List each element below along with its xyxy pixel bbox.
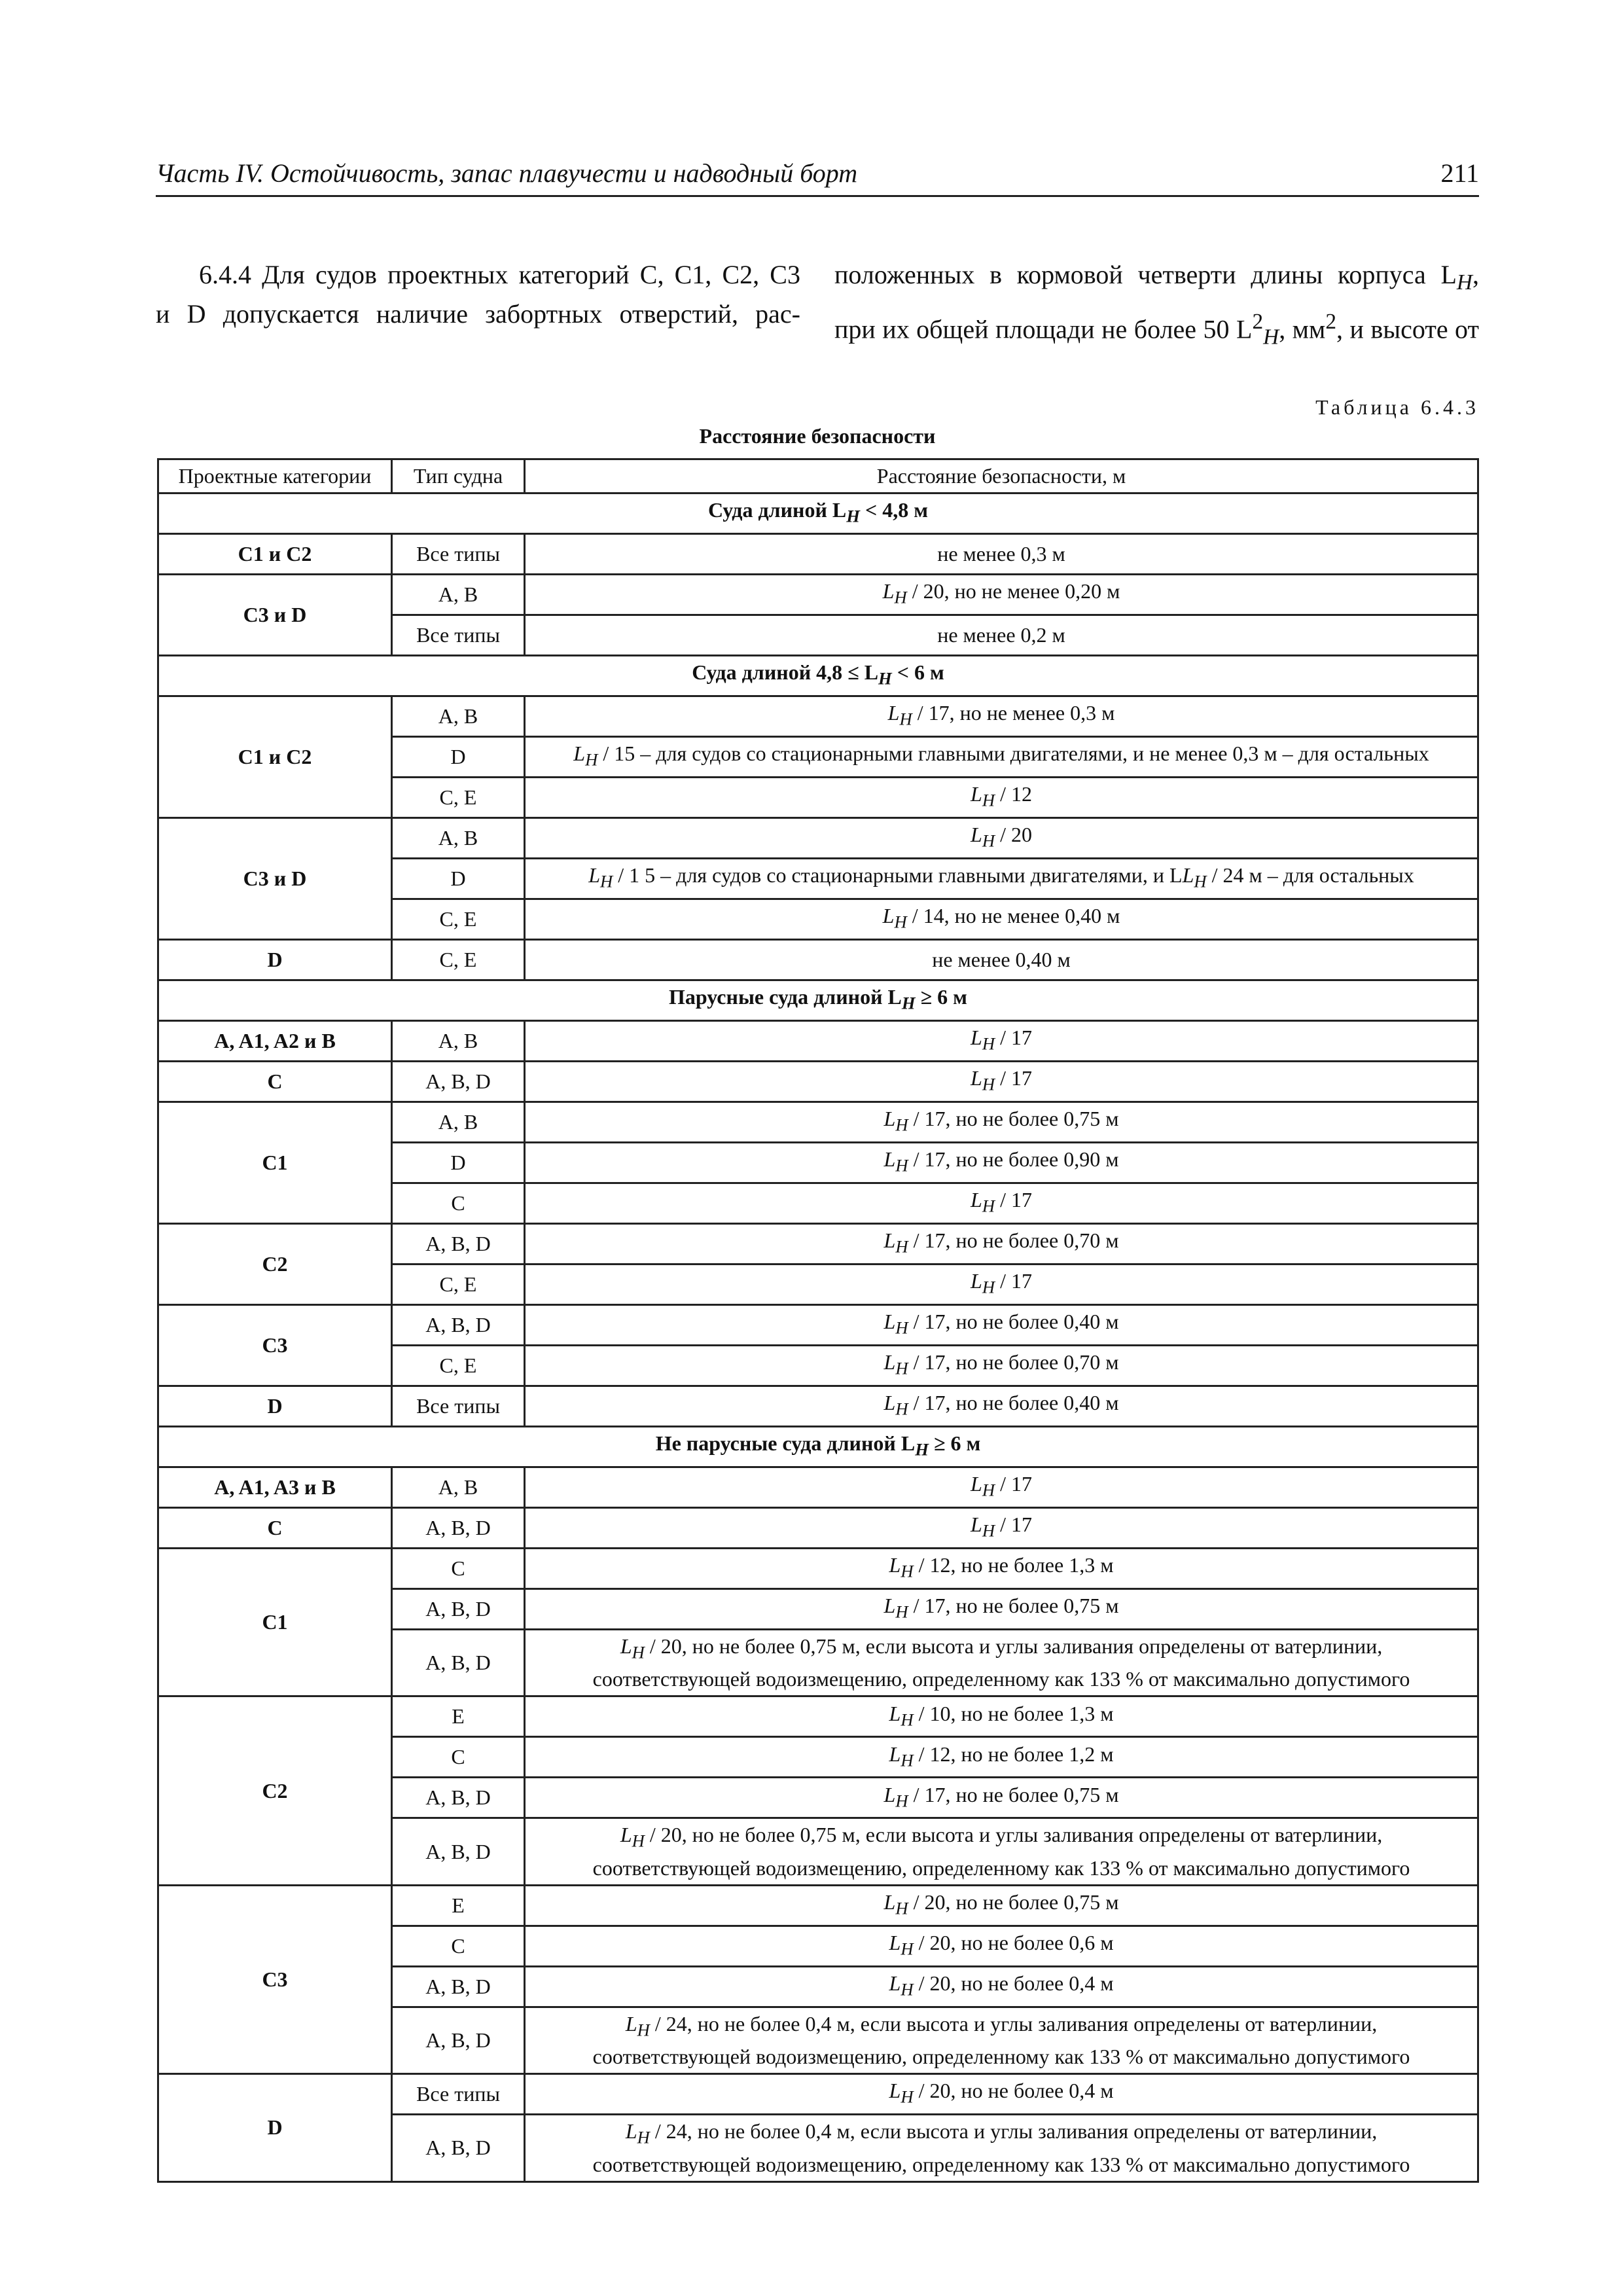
distance-cell (525, 1885, 1478, 1926)
distance-cell (525, 859, 1478, 899)
type-cell: C, E (392, 1265, 525, 1305)
cell-text: Суда длиной L (707, 498, 847, 522)
cell-text: / 15 – для судов со стационарными главными двигателями, и не менее 0,3 м – для остальных (597, 742, 1429, 766)
lh-subscript: Н (895, 1791, 908, 1811)
lh-subscript: Н (899, 709, 912, 729)
type-cell: D (392, 737, 525, 778)
lh-subscript: Н (901, 993, 916, 1013)
lh-subscript: Н (895, 1115, 908, 1135)
lh-subscript: Н (982, 1480, 995, 1500)
cell-text: соответствующей водоизмещению, определенному как 133 % от максимально допустимого (592, 2152, 1410, 2176)
type-cell: A, B (392, 575, 525, 615)
cell-text: / 17 (995, 1066, 1032, 1090)
lh-symbol: L (971, 782, 982, 806)
lh-subscript: Н (846, 506, 860, 526)
distance-cell (525, 1143, 1478, 1183)
distance-cell (525, 1696, 1478, 1737)
table-body (158, 493, 1478, 2182)
table-row (158, 940, 1478, 980)
lh-subscript: Н (901, 1750, 914, 1770)
category-cell: C1 и C2 (158, 534, 392, 575)
type-cell: A, B, D (392, 2007, 525, 2073)
lh-subscript: Н (1194, 871, 1207, 891)
distance-cell (525, 778, 1478, 818)
paragraph-line: 6.4.4 Для судов проектных категорий C, C1, C2, C3 (199, 260, 800, 289)
type-cell: C (392, 1183, 525, 1224)
cell-text: ≥ 6 м (915, 985, 967, 1009)
section-title (158, 493, 1478, 534)
category-cell: C (158, 1508, 392, 1549)
table-row (158, 2074, 1478, 2115)
lh-symbol: L (625, 2011, 637, 2036)
cell-text: / 12 (995, 782, 1032, 806)
cell-text: / 12, но не более 1,2 м (913, 1742, 1114, 1766)
table-row (158, 1062, 1478, 1102)
cell-text: / 17, но не более 0,40 м (908, 1391, 1119, 1415)
category-cell: D (158, 1386, 392, 1427)
lh-subscript: Н (895, 1236, 908, 1257)
distance-cell (525, 2007, 1478, 2073)
cell-text: / 20, но не более 0,6 м (913, 1931, 1114, 1955)
table-row (158, 534, 1478, 575)
distance-cell (525, 696, 1478, 737)
cell-text: / 17, но не более 0,70 м (908, 1350, 1119, 1374)
distance-cell (525, 1062, 1478, 1102)
column-header-distance: Расстояние безопасности, м (525, 459, 1478, 493)
distance-cell (525, 1966, 1478, 2007)
cell-text: соответствующей водоизмещению, определенному как 133 % от максимально допустимого (592, 1667, 1410, 1691)
lh-symbol: L (889, 1931, 901, 1955)
lh-subscript: Н (632, 1831, 645, 1851)
type-cell: Все типы (392, 2074, 525, 2115)
cell-text: / 24, но не более 0,4 м, если высота и углы заливания определены от ватерлинии, (649, 2119, 1378, 2144)
category-cell: C1 и C2 (158, 696, 392, 818)
column-header-category: Проектные категории (158, 459, 392, 493)
lh-symbol: L (882, 904, 895, 928)
cell-text: / 17 (995, 1188, 1032, 1212)
cell-text: / 17, но не более 0,70 м (908, 1229, 1119, 1253)
page-number: 211 (1440, 158, 1479, 188)
lh-symbol: L (620, 1823, 632, 1847)
category-cell: A, A1, A2 и B (158, 1021, 392, 1062)
cell-text: Парусные суда длиной L (669, 985, 902, 1009)
lh-subscript: Н (600, 871, 613, 891)
cell-text: / 17, но не более 0,75 м (908, 1107, 1119, 1131)
lh-symbol: L (971, 1188, 982, 1212)
cell-text: / 17 (995, 1269, 1032, 1293)
type-cell: D (392, 1143, 525, 1183)
distance-cell (525, 940, 1478, 980)
section-row (158, 980, 1478, 1021)
lh-subscript: Н (982, 1277, 995, 1297)
distance-cell (525, 1102, 1478, 1143)
category-cell: C3 и D (158, 818, 392, 940)
table-row (158, 818, 1478, 859)
category-cell: C3 (158, 1885, 392, 2073)
lh-symbol: L (620, 1634, 632, 1658)
cell-text: < 4,8 м (859, 498, 929, 522)
cell-text: / 12, но не более 1,3 м (913, 1553, 1114, 1577)
table-row (158, 1885, 1478, 1926)
distance-cell (525, 1549, 1478, 1589)
distance-cell (525, 737, 1478, 778)
cell-text: / 1 5 – для судов со стационарными главными двигателями, и L (613, 863, 1183, 888)
running-title: Часть IV. Остойчивость, запас плавучести и надводный борт (156, 158, 858, 188)
lh-symbol: L (883, 1107, 896, 1131)
safety-distance-table (157, 458, 1479, 2183)
type-cell: C, E (392, 940, 525, 980)
cell-text: не менее 0,3 м (937, 542, 1065, 565)
lh-symbol: L (883, 1890, 896, 1914)
type-cell: E (392, 1696, 525, 1737)
lh-symbol: L (971, 1513, 982, 1537)
lh-subscript: Н (895, 1898, 908, 1918)
lh-subscript: Н (895, 1602, 908, 1622)
paragraph-left-column (156, 255, 800, 334)
category-cell: C1 (158, 1102, 392, 1224)
section-row (158, 493, 1478, 534)
category-cell: D (158, 2074, 392, 2181)
type-cell: C (392, 1926, 525, 1966)
lh-subscript: Н (901, 1979, 914, 2000)
table-row (158, 1467, 1478, 1508)
cell-text: / 20 (995, 823, 1032, 847)
cell-text: / 20, но не более 0,4 м (913, 2079, 1114, 2103)
distance-cell (525, 575, 1478, 615)
lh-subscript: Н (901, 1710, 914, 1730)
table-title: Расстояние безопасности (699, 424, 936, 448)
distance-cell (525, 1926, 1478, 1966)
lh-subscript: Н (915, 1439, 929, 1460)
category-cell: D (158, 940, 392, 980)
lh-subscript: Н (632, 1642, 645, 1662)
type-cell: A, B (392, 1021, 525, 1062)
table-row (158, 1549, 1478, 1589)
type-cell: A, B, D (392, 2115, 525, 2181)
lh-subscript: Н (982, 1520, 995, 1541)
cell-text: не менее 0,40 м (932, 948, 1071, 971)
type-cell: C, E (392, 1346, 525, 1386)
type-cell: A, B, D (392, 1589, 525, 1630)
cell-text: Не парусные суда длиной L (655, 1431, 916, 1456)
table-row (158, 1224, 1478, 1265)
distance-cell (525, 2074, 1478, 2115)
lh-subscript: Н (637, 2020, 650, 2040)
distance-cell (525, 1737, 1478, 1778)
cell-text: / 17, но не более 0,90 м (908, 1147, 1119, 1172)
table-row (158, 575, 1478, 615)
type-cell: D (392, 859, 525, 899)
lh-subscript: Н (895, 1318, 908, 1338)
cell-text: / 17, но не более 0,75 м (908, 1782, 1119, 1806)
cell-text: / 10, но не более 1,3 м (913, 1701, 1114, 1725)
paragraph-line: положенных в кормовой четверти длины корпуса $L_Н$, (834, 260, 1479, 295)
type-cell: A, B (392, 696, 525, 737)
lh-symbol: L (889, 1701, 901, 1725)
lh-symbol: L (883, 1147, 896, 1172)
distance-cell (525, 1183, 1478, 1224)
type-cell: A, B, D (392, 1508, 525, 1549)
lh-symbol: L (883, 1594, 896, 1618)
lh-symbol: L (883, 1310, 896, 1334)
distance-cell (525, 1386, 1478, 1427)
lh-subscript: Н (982, 831, 995, 851)
section-row (158, 656, 1478, 696)
lh-subscript: Н (901, 2087, 914, 2107)
cell-text: / 17, но не более 0,40 м (908, 1310, 1119, 1334)
paragraph-line: и D допускается наличие забортных отверстий, рас- (156, 299, 800, 329)
lh-subscript: Н (901, 1561, 914, 1581)
distance-cell (525, 1305, 1478, 1346)
category-cell: C2 (158, 1224, 392, 1305)
lh-symbol: L (883, 1782, 896, 1806)
lh-symbol: L (889, 1742, 901, 1766)
cell-text: / 24 м – для остальных (1206, 863, 1414, 888)
lh-subscript: Н (901, 1939, 914, 1959)
cell-text: / 20, но не более 0,4 м (913, 1971, 1114, 1996)
cell-text: / 20, но не менее 0,20 м (906, 579, 1120, 603)
distance-cell (525, 615, 1478, 656)
type-cell: A, B, D (392, 1818, 525, 1885)
type-cell: A, B, D (392, 1305, 525, 1346)
lh-symbol: L (883, 1391, 896, 1415)
cell-text: / 17, но не менее 0,3 м (912, 701, 1115, 725)
distance-cell (525, 899, 1478, 940)
section-row (158, 1427, 1478, 1467)
distance-cell (525, 1589, 1478, 1630)
lh-subscript: Н (894, 912, 907, 932)
cell-text: / 17 (995, 1026, 1032, 1050)
distance-cell (525, 1818, 1478, 1885)
lh-symbol: L (882, 579, 895, 603)
table-row (158, 1021, 1478, 1062)
cell-text: / 17 (995, 1472, 1032, 1496)
column-header-type: Тип судна (392, 459, 525, 493)
cell-text: / 20, но не более 0,75 м, если высота и углы заливания определены от ватерлинии, (644, 1823, 1383, 1847)
category-cell: C (158, 1062, 392, 1102)
type-cell: A, B, D (392, 1630, 525, 1696)
lh-subscript: Н (982, 1196, 995, 1216)
type-cell: A, B, D (392, 1778, 525, 1818)
cell-text: / 17 (995, 1513, 1032, 1537)
distance-cell (525, 2115, 1478, 2181)
type-cell: C (392, 1737, 525, 1778)
type-cell: C, E (392, 778, 525, 818)
type-cell: A, B, D (392, 1224, 525, 1265)
page-header (156, 154, 1479, 197)
paragraph-line: при их общей площади не более 50 $L^2_Н$, $мм^2$, и высоте от (834, 310, 1479, 350)
lh-symbol: L (573, 742, 586, 766)
distance-cell (525, 1778, 1478, 1818)
lh-symbol: L (889, 1553, 901, 1577)
distance-cell (525, 1021, 1478, 1062)
lh-symbol: L (971, 1026, 982, 1050)
cell-text: / 20, но не более 0,75 м, если высота и углы заливания определены от ватерлинии, (644, 1634, 1383, 1658)
type-cell: C, E (392, 899, 525, 940)
lh-subscript: Н (895, 1358, 908, 1378)
cell-text: соответствующей водоизмещению, определенному как 133 % от максимально допустимого (592, 1856, 1410, 1880)
lh-symbol: L (887, 701, 900, 725)
table-number: Таблица 6.4.3 (1315, 395, 1479, 419)
cell-text: не менее 0,2 м (937, 623, 1065, 647)
category-cell: A, A1, A3 и B (158, 1467, 392, 1508)
table-row (158, 1305, 1478, 1346)
type-cell: A, B (392, 818, 525, 859)
lh-symbol: L (625, 2119, 637, 2144)
lh-subscript: Н (585, 749, 598, 770)
category-cell: C2 (158, 1696, 392, 1885)
cell-text: / 24, но не более 0,4 м, если высота и углы заливания определены от ватерлинии, (649, 2011, 1378, 2036)
lh-symbol: L (971, 823, 982, 847)
lh-subscript: Н (894, 587, 907, 607)
cell-text: / 20, но не более 0,75 м (908, 1890, 1119, 1914)
lh-subscript: Н (637, 2127, 650, 2147)
table-row (158, 1508, 1478, 1549)
lh-subscript: Н (982, 1033, 995, 1054)
lh-symbol: L (971, 1066, 982, 1090)
distance-cell (525, 1224, 1478, 1265)
lh-symbol: L (883, 1350, 896, 1374)
type-cell: A, B (392, 1102, 525, 1143)
table-row (158, 696, 1478, 737)
category-cell: C3 (158, 1305, 392, 1386)
type-cell: Все типы (392, 615, 525, 656)
lh-symbol: L (588, 863, 600, 888)
distance-cell (525, 1508, 1478, 1549)
paragraph-right-column (834, 255, 1479, 357)
type-cell: E (392, 1885, 525, 1926)
section-title (158, 1427, 1478, 1467)
section-title (158, 980, 1478, 1021)
lh-symbol: L (971, 1472, 982, 1496)
distance-cell (525, 1346, 1478, 1386)
cell-text: Суда длиной 4,8 ≤ L (692, 660, 879, 685)
type-cell: A, B, D (392, 1966, 525, 2007)
lh-symbol: L (1182, 863, 1194, 888)
lh-subscript: Н (895, 1155, 908, 1175)
cell-text: ≥ 6 м (928, 1431, 981, 1456)
lh-symbol: L (889, 1971, 901, 1996)
type-cell: A, B, D (392, 1062, 525, 1102)
distance-cell (525, 818, 1478, 859)
table-row (158, 1386, 1478, 1427)
type-cell: C (392, 1549, 525, 1589)
distance-cell (525, 1265, 1478, 1305)
distance-cell (525, 1467, 1478, 1508)
lh-subscript: Н (878, 668, 892, 689)
table-header-row (158, 459, 1478, 493)
cell-text: < 6 м (891, 660, 944, 685)
lh-subscript: Н (982, 790, 995, 810)
type-cell: A, B (392, 1467, 525, 1508)
type-cell: Все типы (392, 534, 525, 575)
category-cell: C1 (158, 1549, 392, 1696)
table-row (158, 1102, 1478, 1143)
distance-cell (525, 534, 1478, 575)
lh-symbol: L (889, 2079, 901, 2103)
section-title (158, 656, 1478, 696)
cell-text: / 17, но не более 0,75 м (908, 1594, 1119, 1618)
lh-subscript: Н (982, 1074, 995, 1094)
cell-text: соответствующей водоизмещению, определенному как 133 % от максимально допустимого (592, 2045, 1410, 2069)
table-row (158, 1696, 1478, 1737)
cell-text: / 14, но не менее 0,40 м (906, 904, 1120, 928)
category-cell: C3 и D (158, 575, 392, 656)
lh-subscript: Н (895, 1399, 908, 1419)
distance-cell (525, 1630, 1478, 1696)
lh-symbol: L (883, 1229, 896, 1253)
type-cell: Все типы (392, 1386, 525, 1427)
lh-symbol: L (971, 1269, 982, 1293)
